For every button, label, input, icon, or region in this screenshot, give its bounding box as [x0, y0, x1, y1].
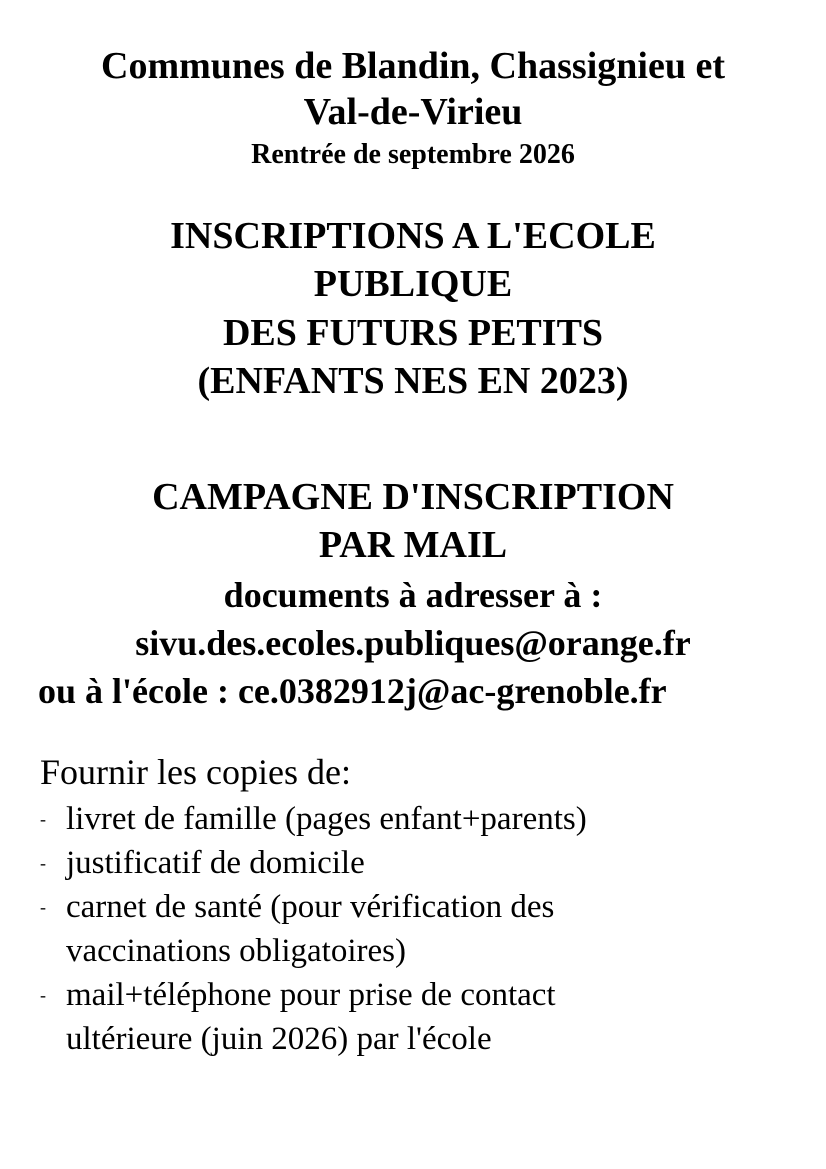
list-item-line: justificatif de domicile	[66, 845, 365, 881]
requirements-list	[40, 797, 800, 1061]
list-item	[40, 885, 800, 973]
list-item	[40, 841, 800, 885]
title-line-4: (ENFANTS NES EN 2023)	[197, 360, 629, 402]
bullet-dash: -	[40, 809, 46, 829]
campaign-line-2: PAR MAIL	[318, 524, 508, 566]
list-item	[40, 973, 800, 1061]
list-item-line: vaccinations obligatoires)	[66, 933, 406, 969]
title-line-1: INSCRIPTIONS A L'ECOLE	[170, 215, 656, 257]
list-item-line: livret de famille (pages enfant+parents)	[66, 801, 587, 837]
list-item-line: carnet de santé (pour vérification des	[66, 889, 555, 925]
school-email-line: ou à l'école : ce.0382912j@ac-grenoble.fr	[38, 671, 667, 711]
communes-line-2: Val-de-Virieu	[303, 91, 523, 133]
campaign-line-3: documents à adresser à :	[223, 575, 603, 615]
bullet-dash: -	[40, 897, 46, 917]
bullet-dash: -	[40, 985, 46, 1005]
list-item-line: mail+téléphone pour prise de contact	[66, 977, 556, 1013]
list-item	[40, 797, 800, 841]
campaign-line-1: CAMPAGNE D'INSCRIPTION	[152, 476, 674, 518]
title-line-2: PUBLIQUE	[313, 263, 513, 305]
sivu-email: sivu.des.ecoles.publiques@orange.fr	[135, 623, 691, 663]
requirements-intro: Fournir les copies de:	[40, 752, 351, 792]
bullet-dash: -	[40, 853, 46, 873]
communes-line-1: Communes de Blandin, Chassignieu et	[101, 45, 725, 87]
rentree-line: Rentrée de septembre 2026	[251, 139, 575, 170]
title-line-3: DES FUTURS PETITS	[222, 312, 604, 354]
list-item-line: ultérieure (juin 2026) par l'école	[66, 1021, 492, 1057]
